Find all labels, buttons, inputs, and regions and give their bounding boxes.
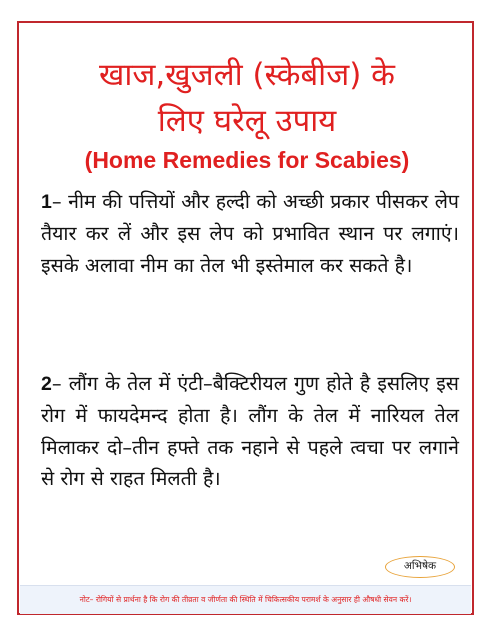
remedy-text-1: – नीम की पत्तियों और हल्दी को अच्छी प्रकार पीसकर लेप तैयार कर लें और इस लेप को प्रभावित स्थान पर लगाएं। इसके अलावा नीम का तेल भी इस्तेमाल कर सकते है। xyxy=(41,190,459,277)
title-hindi-line2: लिए घरेलू उपाय xyxy=(157,103,337,139)
remedy-paragraph-1 xyxy=(41,186,459,281)
disclaimer-note: नोट– रोगियों से प्रार्थना है कि रोग की तीव्रता व जीर्णता की स्थिति में चिकित्सकीय परामर्श के अनुसार ही औषधी सेवन करें। xyxy=(20,585,471,614)
remedy-text-2: – लौंग के तेल में एंटी–बैक्टिरीयल गुण होते है इसलिए इस रोग में फायदेमन्द होता है। लौंग के तेल में नारियल तेल मिलाकर दो–तीन हफ्ते तक नहाने से पहले त्वचा पर लगाने से रोग से राहत मिलती है। xyxy=(41,372,459,490)
remedy-number-1: 1 xyxy=(41,191,52,213)
remedy-number-2: 2 xyxy=(41,373,52,395)
remedy-paragraph-2 xyxy=(41,368,459,494)
title-english: (Home Remedies for Scabies) xyxy=(84,147,410,173)
author-stamp: अभिषेक xyxy=(385,556,455,578)
title-hindi-line1: खाज,खुजली (स्केबीज) के xyxy=(99,57,395,93)
